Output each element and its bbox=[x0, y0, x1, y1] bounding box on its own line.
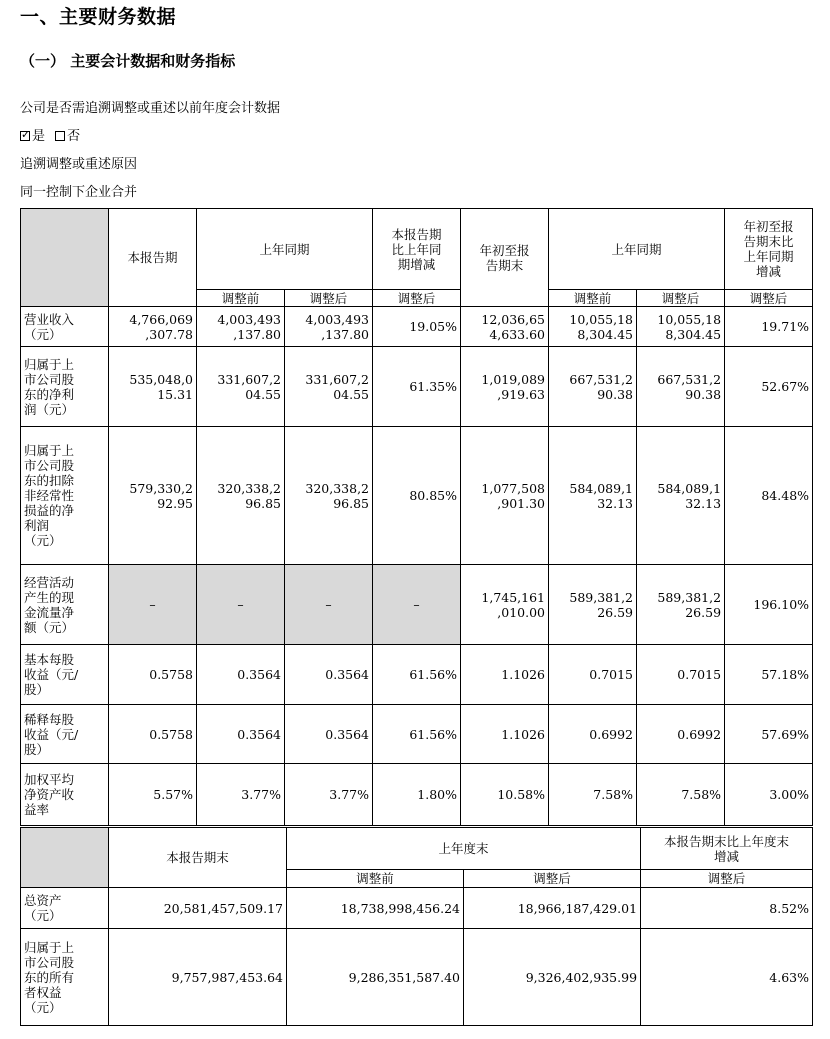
table-row bbox=[21, 888, 813, 929]
cell-change: 61.35% bbox=[373, 347, 461, 427]
cell-before-ytd: 0.7015 bbox=[549, 645, 637, 705]
cell-after: 4,003,493 ,137.80 bbox=[285, 307, 373, 347]
header-change-after: 调整后 bbox=[641, 870, 813, 888]
cell-before: 3.77% bbox=[197, 764, 285, 826]
header-ytd-change-after: 调整后 bbox=[725, 290, 813, 307]
cell-after-ytd: 584,089,1 32.13 bbox=[637, 427, 725, 565]
cell-ytd-change: 57.69% bbox=[725, 705, 813, 764]
cell-before-ytd: 10,055,18 8,304.45 bbox=[549, 307, 637, 347]
cell-current: 0.5758 bbox=[109, 705, 197, 764]
cell-ytd: 1,077,508 ,901.30 bbox=[461, 427, 549, 565]
row-label: 加权平均 净资产收 益率 bbox=[21, 764, 109, 826]
table-row bbox=[21, 764, 813, 826]
cell-after: 9,326,402,935.99 bbox=[464, 929, 641, 1026]
header-before: 调整前 bbox=[287, 870, 464, 888]
table-row bbox=[21, 565, 813, 645]
table-row bbox=[21, 645, 813, 705]
restatement-question: 公司是否需追溯调整或重述以前年度会计数据 bbox=[20, 101, 281, 116]
cell-ytd-change: 3.00% bbox=[725, 764, 813, 826]
cell-change: 61.56% bbox=[373, 705, 461, 764]
cell-before: 0.3564 bbox=[197, 705, 285, 764]
cell-after-ytd: 667,531,2 90.38 bbox=[637, 347, 725, 427]
cell-ytd: 12,036,65 4,633.60 bbox=[461, 307, 549, 347]
cell-before: 18,738,998,456.24 bbox=[287, 888, 464, 929]
yes-label: 是 bbox=[32, 129, 46, 144]
cell-change: 1.80% bbox=[373, 764, 461, 826]
cell-ytd-change: 57.18% bbox=[725, 645, 813, 705]
header-ytd: 年初至报 告期末 bbox=[461, 209, 549, 307]
row-label: 总资产 （元） bbox=[21, 888, 109, 929]
header-current: 本报告期 bbox=[109, 209, 197, 307]
row-label: 归属于上 市公司股 东的扣除 非经常性 损益的净 利润 （元） bbox=[21, 427, 109, 565]
header-prev-same-ytd: 上年同期 bbox=[549, 209, 725, 290]
cell-change: 80.85% bbox=[373, 427, 461, 565]
header-change: 本报告期 比上年同 期增减 bbox=[373, 209, 461, 290]
financial-data-table bbox=[20, 208, 813, 826]
header-before-ytd: 调整前 bbox=[549, 290, 637, 307]
subsection-title: （一） 主要会计数据和财务指标 bbox=[20, 52, 236, 70]
cell-after-ytd: 589,381,2 26.59 bbox=[637, 565, 725, 645]
row-label: 经营活动 产生的现 金流量净 额（元） bbox=[21, 565, 109, 645]
table-row bbox=[21, 705, 813, 764]
cell-after: – bbox=[285, 565, 373, 645]
row-label: 归属于上 市公司股 东的净利 润（元） bbox=[21, 347, 109, 427]
cell-change: 4.63% bbox=[641, 929, 813, 1026]
corner-cell bbox=[21, 209, 109, 307]
header-ytd-change: 年初至报 告期末比 上年同期 增减 bbox=[725, 209, 813, 290]
cell-current: 535,048,0 15.31 bbox=[109, 347, 197, 427]
cell-change: 19.05% bbox=[373, 307, 461, 347]
cell-ytd-change: 84.48% bbox=[725, 427, 813, 565]
cell-before-ytd: 667,531,2 90.38 bbox=[549, 347, 637, 427]
header-after-ytd: 调整后 bbox=[637, 290, 725, 307]
cell-current: 579,330,2 92.95 bbox=[109, 427, 197, 565]
reason-title: 追溯调整或重述原因 bbox=[20, 157, 138, 172]
cell-before: 0.3564 bbox=[197, 645, 285, 705]
table-row bbox=[21, 427, 813, 565]
cell-after: 18,966,187,429.01 bbox=[464, 888, 641, 929]
header-prev-same: 上年同期 bbox=[197, 209, 373, 290]
header-after: 调整后 bbox=[285, 290, 373, 307]
cell-before-ytd: 7.58% bbox=[549, 764, 637, 826]
cell-ytd-change: 52.67% bbox=[725, 347, 813, 427]
cell-after-ytd: 0.6992 bbox=[637, 705, 725, 764]
reason-text: 同一控制下企业合并 bbox=[20, 185, 138, 200]
table-row bbox=[21, 347, 813, 427]
row-label: 归属于上 市公司股 东的所有 者权益 （元） bbox=[21, 929, 109, 1026]
header-period-end: 本报告期末 bbox=[109, 828, 287, 888]
cell-before-ytd: 0.6992 bbox=[549, 705, 637, 764]
corner-cell bbox=[21, 828, 109, 888]
cell-ytd: 1.1026 bbox=[461, 705, 549, 764]
cell-current: 0.5758 bbox=[109, 645, 197, 705]
cell-change: – bbox=[373, 565, 461, 645]
yes-checkbox[interactable] bbox=[20, 131, 30, 141]
cell-period-end: 20,581,457,509.17 bbox=[109, 888, 287, 929]
header-before: 调整前 bbox=[197, 290, 285, 307]
cell-before-ytd: 584,089,1 32.13 bbox=[549, 427, 637, 565]
balance-table bbox=[20, 827, 813, 1026]
cell-after: 3.77% bbox=[285, 764, 373, 826]
cell-ytd: 1,745,161 ,010.00 bbox=[461, 565, 549, 645]
section-title: 一、主要财务数据 bbox=[20, 6, 177, 28]
cell-after-ytd: 10,055,18 8,304.45 bbox=[637, 307, 725, 347]
cell-ytd: 10.58% bbox=[461, 764, 549, 826]
cell-current: – bbox=[109, 565, 197, 645]
cell-after-ytd: 7.58% bbox=[637, 764, 725, 826]
cell-change: 8.52% bbox=[641, 888, 813, 929]
cell-ytd: 1,019,089 ,919.63 bbox=[461, 347, 549, 427]
cell-before: 9,286,351,587.40 bbox=[287, 929, 464, 1026]
cell-after: 0.3564 bbox=[285, 705, 373, 764]
restatement-options bbox=[20, 125, 80, 144]
cell-ytd: 1.1026 bbox=[461, 645, 549, 705]
header-after: 调整后 bbox=[464, 870, 641, 888]
table-row bbox=[21, 929, 813, 1026]
header-change: 本报告期末比上年度末 增减 bbox=[641, 828, 813, 870]
cell-before: 4,003,493 ,137.80 bbox=[197, 307, 285, 347]
cell-after-ytd: 0.7015 bbox=[637, 645, 725, 705]
cell-after: 320,338,2 96.85 bbox=[285, 427, 373, 565]
header-prev-year-end: 上年度末 bbox=[287, 828, 641, 870]
table-row bbox=[21, 307, 813, 347]
cell-current: 4,766,069 ,307.78 bbox=[109, 307, 197, 347]
cell-after: 331,607,2 04.55 bbox=[285, 347, 373, 427]
cell-before: 331,607,2 04.55 bbox=[197, 347, 285, 427]
cell-ytd-change: 19.71% bbox=[725, 307, 813, 347]
row-label: 稀释每股 收益（元/ 股） bbox=[21, 705, 109, 764]
cell-before: 320,338,2 96.85 bbox=[197, 427, 285, 565]
cell-change: 61.56% bbox=[373, 645, 461, 705]
row-label: 基本每股 收益（元/ 股） bbox=[21, 645, 109, 705]
cell-current: 5.57% bbox=[109, 764, 197, 826]
no-checkbox[interactable] bbox=[55, 131, 65, 141]
row-label: 营业收入 （元） bbox=[21, 307, 109, 347]
cell-ytd-change: 196.10% bbox=[725, 565, 813, 645]
cell-before: – bbox=[197, 565, 285, 645]
no-label: 否 bbox=[67, 129, 81, 144]
cell-period-end: 9,757,987,453.64 bbox=[109, 929, 287, 1026]
header-change-after: 调整后 bbox=[373, 290, 461, 307]
cell-before-ytd: 589,381,2 26.59 bbox=[549, 565, 637, 645]
cell-after: 0.3564 bbox=[285, 645, 373, 705]
